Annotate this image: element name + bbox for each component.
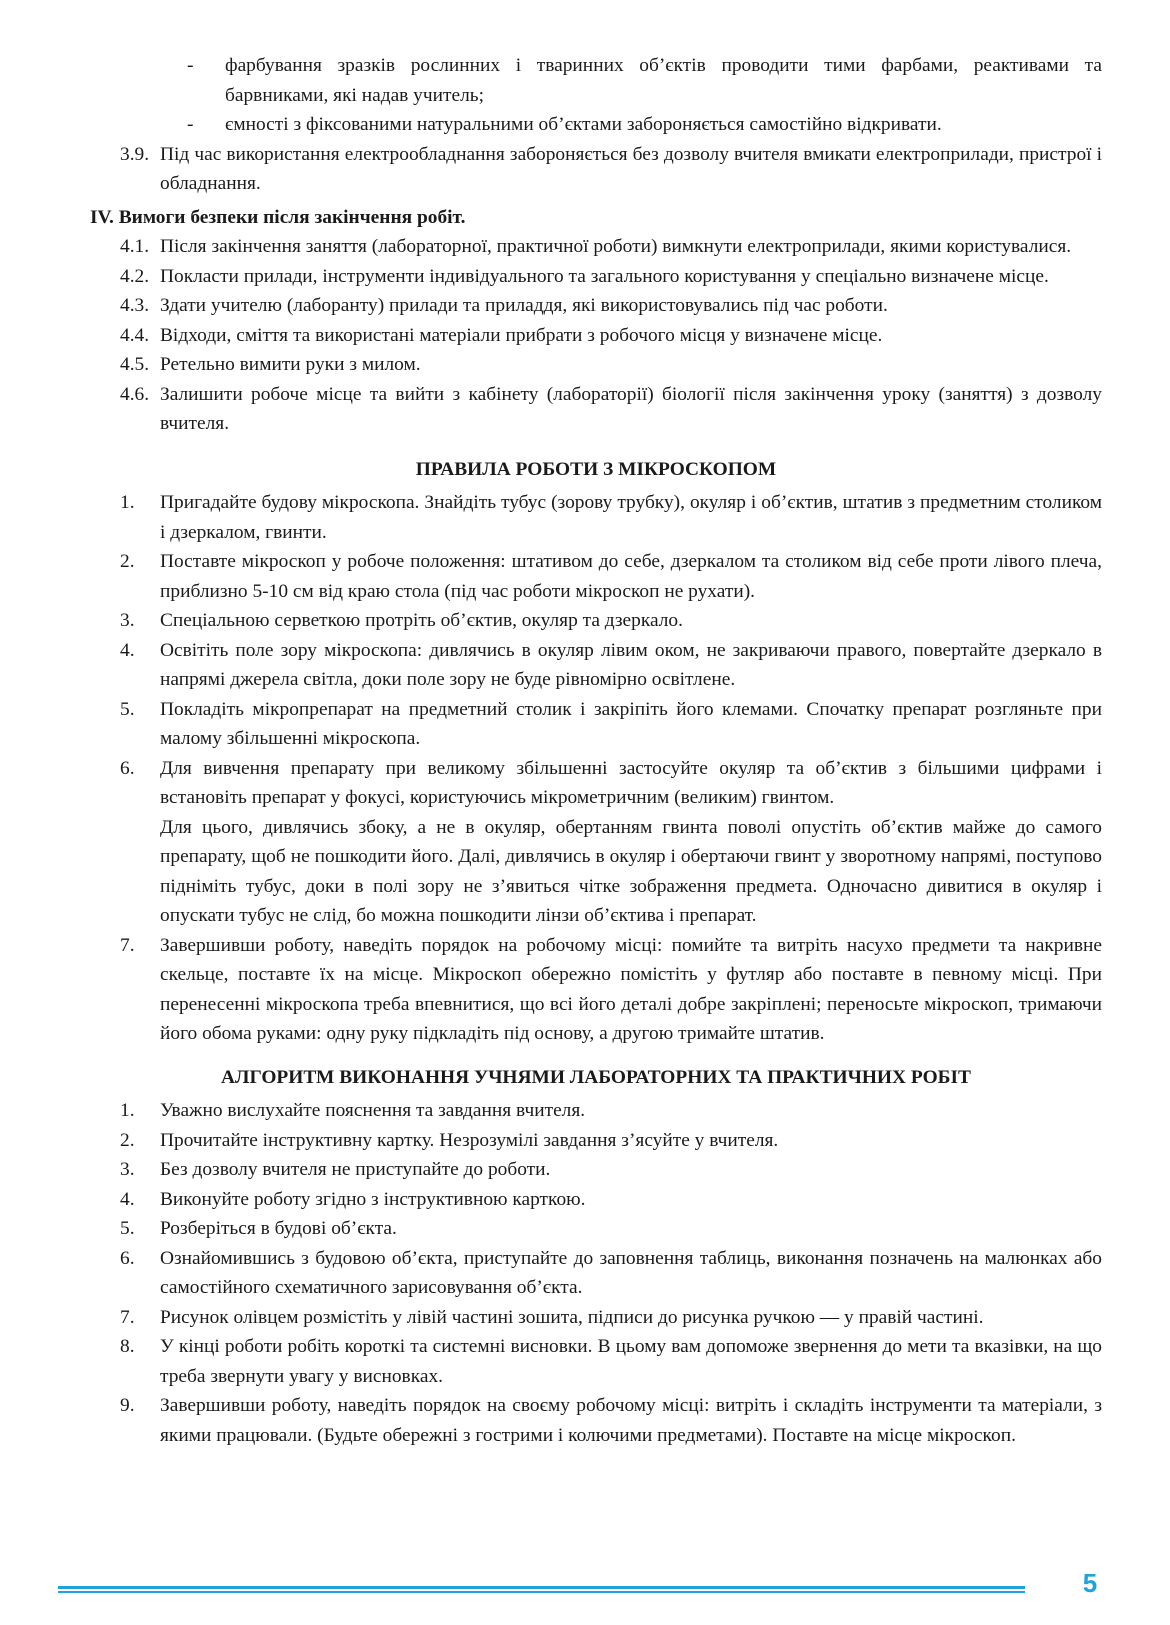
footer-rule-thin (58, 1591, 1025, 1593)
list-item-text: Відходи, сміття та використані матеріали прибрати з робочого місця у визначене місце. (160, 324, 883, 346)
item-number: 3.9. (120, 143, 150, 165)
list-item-text: Під час використання електрообладнання забороняється без дозволу вчителя вмикати електроприлади, пристрої і обладнання. (160, 143, 1102, 194)
list-item-text: Покладіть мікропрепарат на предметний столик і закріпіть його клемами. Спочатку препарат розгляньте при малому збільшенні мікроскопа. (160, 698, 1102, 749)
item-number: 3. (120, 1159, 135, 1180)
list-item (90, 140, 1102, 199)
list-item-text: Завершивши роботу, наведіть порядок на робочому місці: помийте та витріть насухо предмети та накривне скельце, поставте їх на місце. Мікроскоп обережно помістіть у футляр або поставте в певному місці. При перенесенні мікроскопа треба впевнитися, що всі його деталі добре закріплені; переносьте мікроскоп, тримаючи його обома руками: одну руку підкладіть під основу, а другою тримайте штатив. (160, 934, 1102, 1044)
list-item-text: Рисунок олівцем розмістіть у лівій частині зошита, підписи до рисунка ручкою — у правій частині. (160, 1306, 984, 1328)
list-item-text: Розберіться в будові об’єкта. (160, 1218, 397, 1239)
list-item (90, 1185, 1102, 1215)
item-number: 7. (120, 1306, 135, 1328)
item-number: 1. (120, 492, 135, 513)
list-item (90, 1244, 1102, 1303)
list-item-text: Уважно вислухайте пояснення та завдання вчителя. (160, 1100, 586, 1121)
list-item (90, 350, 1102, 380)
dash-marker: - (187, 114, 194, 135)
item-number: 1. (120, 1100, 135, 1121)
list-item-text: Освітіть поле зору мікроскопа: дивлячись в окуляр лівим оком, не закриваючи правого, повертайте дзеркало в напрямі джерела світла, доки поле зору не буде рівномірно освітлене. (160, 639, 1102, 690)
footer-rule-thick (58, 1586, 1025, 1589)
microscope-rules-title: ПРАВИЛА РОБОТИ З МІКРОСКОПОМ (415, 458, 777, 480)
list-item (90, 1391, 1102, 1450)
list-item-text: Завершивши роботу, наведіть порядок на своєму робочому місці: витріть і складіть інструменти та матеріали, з якими працювали. (Будьте обережні з гострими і колючими предметами). Поставте на місце мікроскоп. (160, 1395, 1102, 1446)
list-item (90, 695, 1102, 754)
item-number: 3. (120, 610, 135, 631)
list-item (90, 1303, 1102, 1333)
list-item (90, 291, 1102, 321)
list-item-text: Для вивчення препарату при великому збільшенні застосуйте окуляр та об’єктив з більшими цифрами і встановіть препарат у фокусі, користуючись мікрометричним (великим) гвинтом. (160, 757, 1102, 808)
list-item (90, 1155, 1102, 1185)
list-item (90, 488, 1102, 547)
list-item (90, 547, 1102, 606)
list-item-text: Поставте мікроскоп у робоче положення: штативом до себе, дзеркалом та столиком від себе проти лівого плеча, приблизно 5-10 см від краю стола (під час роботи мікроскоп не рухати). (160, 551, 1102, 602)
item-number: 4.4. (120, 324, 150, 346)
list-item-text: Після закінчення заняття (лабораторної, практичної роботи) вимкнути електроприлади, якими користувалися. (160, 236, 1072, 257)
dash-marker: - (187, 55, 194, 76)
list-item (90, 754, 1102, 813)
item-number: 4.2. (120, 265, 150, 287)
item-number: 7. (120, 934, 135, 956)
list-item (90, 1332, 1102, 1391)
list-item-text: Здати учителю (лаборанту) прилади та приладдя, які використовувались під час роботи. (160, 295, 888, 316)
list-item-text: Ознайомившись з будовою об’єкта, приступайте до заповнення таблиць, виконання позначень на малюнках або самостійного схематичного зарисовування об’єкта. (160, 1247, 1102, 1298)
list-item (90, 51, 1102, 110)
list-item (90, 380, 1102, 439)
list-item (90, 1126, 1102, 1156)
page-number: 5 (1082, 1568, 1098, 1598)
item-number: 4. (120, 639, 135, 661)
list-item (90, 931, 1102, 1049)
item-number: 6. (120, 1247, 135, 1269)
list-item (90, 110, 1102, 140)
list-item-text: У кінці роботи робіть короткі та системні висновки. В цьому вам допоможе звернення до мети та вказівки, на що треба звернути увагу у висновках. (160, 1336, 1102, 1387)
list-item-continuation: Для цього, дивлячись збоку, а не в окуляр, обертанням гвинта поволі опустіть об’єктив майже до самого препарату, щоб не пошкодити його. Далі, дивлячись в окуляр і обертаючи гвинт у зворотному напрямі, поступово підніміть тубус, доки в полі зору не з’явиться чітке зображення предмета. Одночасно дивитися в окуляр і опускати тубус не слід, бо можна пошкодити лінзи об’єктива і препарат. (160, 816, 1102, 926)
list-item-text: Ретельно вимити руки з милом. (160, 354, 421, 375)
list-item-text: Виконуйте роботу згідно з інструктивною карткою. (160, 1188, 586, 1210)
list-item (90, 262, 1102, 292)
item-number: 9. (120, 1395, 135, 1416)
list-item (90, 321, 1102, 351)
item-number: 2. (120, 551, 135, 572)
footer-rule (58, 1586, 1025, 1594)
list-item-text: Залишити робоче місце та вийти з кабінету (лабораторії) біології після закінчення уроку (заняття) з дозволу вчителя. (160, 383, 1102, 434)
item-number: 2. (120, 1129, 135, 1151)
list-item-text: Прочитайте інструктивну картку. Незрозумілі завдання з’ясуйте у вчителя. (160, 1129, 779, 1151)
list-item (90, 232, 1102, 262)
list-item (90, 636, 1102, 695)
item-number: 6. (120, 757, 135, 779)
list-item-text: Пригадайте будову мікроскопа. Знайдіть тубус (зорову трубку), окуляр і об’єктив, штатив з предметним столиком і дзеркалом, гвинти. (160, 492, 1102, 543)
list-item-text: Покласти прилади, інструменти індивідуального та загального користування у спеціально визначене місце. (160, 265, 1049, 287)
list-item-text: ємності з фіксованими натуральними об’єктами забороняється самостійно відкривати. (225, 114, 942, 135)
list-item-text: Без дозволу вчителя не приступайте до роботи. (160, 1159, 551, 1180)
list-item (90, 606, 1102, 636)
item-number: 4.5. (120, 354, 150, 375)
item-number: 8. (120, 1336, 135, 1357)
item-number: 5. (120, 698, 135, 720)
page-content (90, 51, 1102, 1450)
section-heading: IV. Вимоги безпеки після закінчення робіт. (90, 206, 466, 228)
list-item-text: фарбування зразків рослинних і тваринних об’єктів проводити тими фарбами, реактивами та барвниками, які надав учитель; (225, 55, 1102, 106)
list-item-text: Спеціальною серветкою протріть об’єктив, окуляр та дзеркало. (160, 610, 683, 631)
item-number: 4.3. (120, 295, 150, 316)
item-number: 4.1. (120, 236, 150, 257)
list-item (90, 1214, 1102, 1244)
item-number: 5. (120, 1218, 135, 1239)
item-number: 4. (120, 1188, 135, 1210)
algorithm-title: АЛГОРИТМ ВИКОНАННЯ УЧНЯМИ ЛАБОРАТОРНИХ ТА ПРАКТИЧНИХ РОБІТ (221, 1066, 971, 1088)
item-number: 4.6. (120, 383, 150, 405)
list-item (90, 1096, 1102, 1126)
